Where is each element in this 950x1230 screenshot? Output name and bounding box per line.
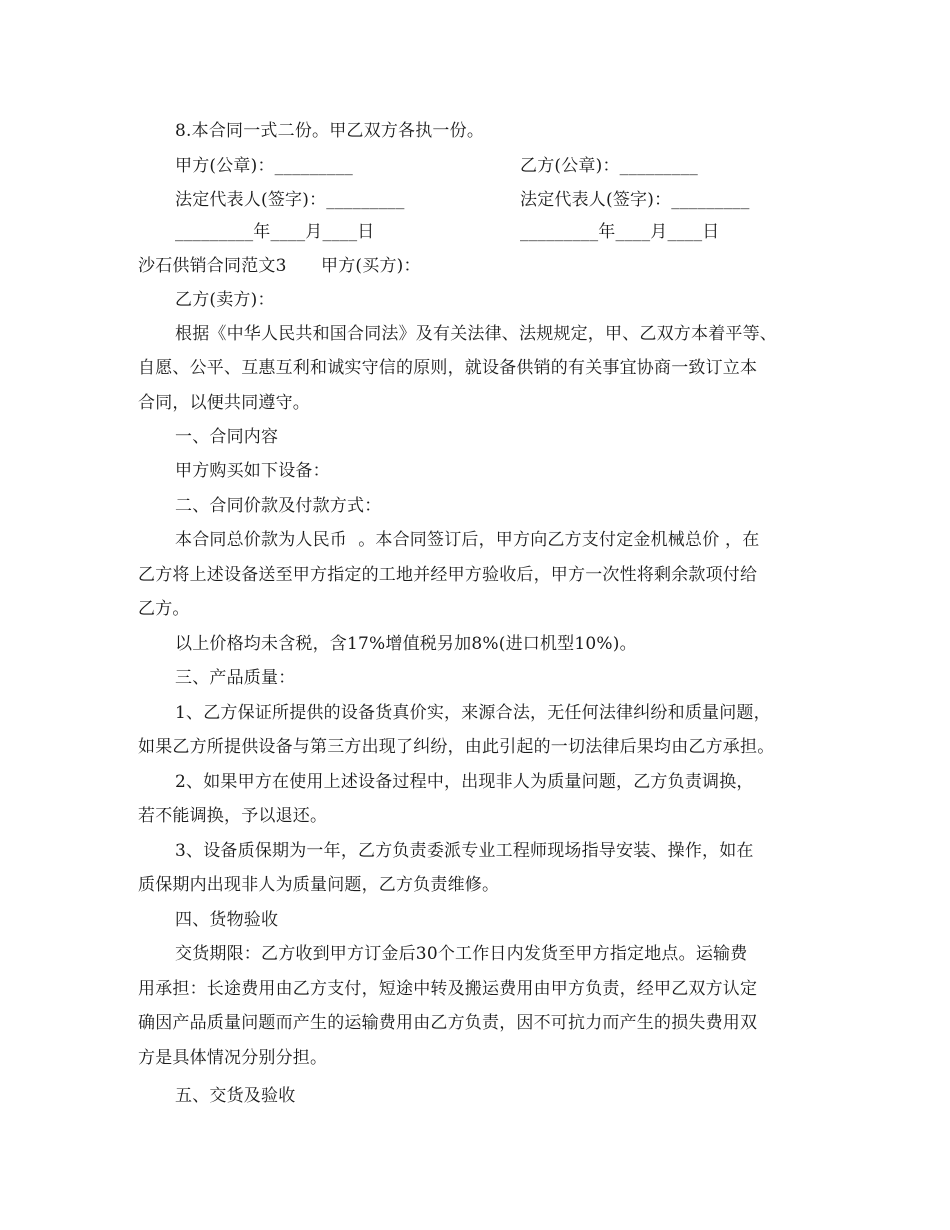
intro-line-1: 根据《中华人民共和国合同法》及有关法律、法规规定，甲、乙双方本着平等、 bbox=[175, 324, 777, 344]
quality-1-line-2: 如果乙方所提供设备与第三方出现了纠纷，由此引起的一切法律后果均由乙方承担。 bbox=[138, 737, 775, 757]
quality-3-line-1: 3、设备质保期为一年，乙方负责委派专业工程师现场指导安装、操作，如在 bbox=[175, 841, 754, 861]
section-2-line-2: 乙方将上述设备送至甲方指定的工地并经甲方验收后，甲方一次性将剩余款项付给 bbox=[138, 565, 758, 585]
intro-line-3: 合同，以便共同遵守。 bbox=[138, 393, 310, 413]
delivery-line-2: 用承担：长途费用由乙方支付，短途中转及搬运费用由甲方负责，经甲乙双方认定 bbox=[138, 979, 758, 999]
party-b-date: _________年____月____日 bbox=[520, 222, 720, 242]
section-3-title: 三、产品质量： bbox=[175, 668, 296, 688]
party-a-seal: 甲方(公章)：_________ bbox=[175, 156, 353, 176]
delivery-line-3: 确因产品质量问题而产生的运输费用由乙方负责，因不可抗力而产生的损失费用双 bbox=[138, 1013, 758, 1033]
section-2-line-1: 本合同总价款为人民币 。本合同签订后，甲方向乙方支付定金机械总价 ，在 bbox=[175, 530, 760, 550]
party-b-seal: 乙方(公章)：_________ bbox=[520, 156, 698, 176]
quality-3-line-2: 质保期内出现非人为质量问题，乙方负责维修。 bbox=[138, 875, 500, 895]
delivery-line-4: 方是具体情况分别分担。 bbox=[138, 1048, 328, 1068]
quality-2-line-1: 2、如果甲方在使用上述设备过程中，出现非人为质量问题，乙方负责调换， bbox=[175, 772, 754, 792]
section-2-line-3: 乙方。 bbox=[138, 599, 190, 619]
delivery-line-1: 交货期限：乙方收到甲方订金后30个工作日内发货至甲方指定地点。运输费 bbox=[175, 944, 748, 964]
clause-8: 8.本合同一式二份。甲乙双方各执一份。 bbox=[175, 121, 485, 141]
section-4-title: 四、货物验收 bbox=[175, 910, 279, 930]
quality-1-line-1: 1、乙方保证所提供的设备货真价实，来源合法，无任何法律纠纷和质量问题， bbox=[175, 703, 771, 723]
section-2-title: 二、合同价款及付款方式： bbox=[175, 496, 382, 516]
intro-line-2: 自愿、公平、互惠互利和诚实守信的原则，就设备供销的有关事宜协商一致订立本 bbox=[138, 358, 758, 378]
section-1-title: 一、合同内容 bbox=[175, 427, 279, 447]
section-1-text: 甲方购买如下设备： bbox=[175, 461, 330, 481]
party-b-representative: 法定代表人(签字)：_________ bbox=[520, 190, 750, 210]
quality-2-line-2: 若不能调换，予以退还。 bbox=[138, 806, 328, 826]
party-a-date: _________年____月____日 bbox=[175, 222, 375, 242]
party-b-seller: 乙方(卖方)： bbox=[175, 290, 275, 310]
sample3-header: 沙石供销合同范文3 甲方(买方)： bbox=[138, 256, 421, 276]
section-5-title: 五、交货及验收 bbox=[175, 1086, 296, 1106]
tax-note: 以上价格均未含税，含17%增值税另加8%(进口机型10%)。 bbox=[175, 634, 637, 654]
party-a-representative: 法定代表人(签字)：_________ bbox=[175, 190, 405, 210]
